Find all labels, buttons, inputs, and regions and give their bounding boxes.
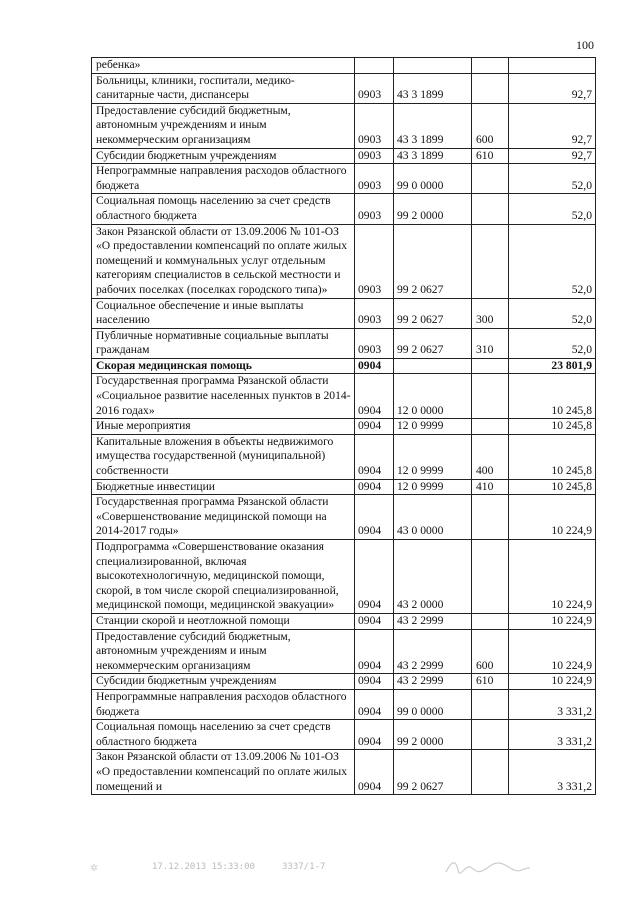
row-type-cell: 610	[472, 148, 509, 164]
table-row	[92, 674, 596, 690]
row-name-cell: Закон Рязанской области от 13.09.2006 № 101-ОЗ «О предоставлении компенсаций по оплате жилых помещений и коммунальных услуг отдельным категориям специалистов в сельской местности и рабочих поселках (поселках городского типа)»	[92, 224, 355, 298]
row-section-cell: 0903	[355, 298, 394, 328]
row-type-cell	[472, 495, 509, 540]
table-row	[92, 194, 596, 224]
row-name-cell: Непрограммные направления расходов областного бюджета	[92, 164, 355, 194]
table-row	[92, 750, 596, 795]
row-amount-cell: 10 245,8	[509, 434, 596, 479]
row-type-cell: 300	[472, 298, 509, 328]
table-row	[92, 164, 596, 194]
row-section-cell: 0904	[355, 479, 394, 495]
table-row	[92, 103, 596, 148]
table-row	[92, 58, 596, 74]
row-amount-cell: 10 245,8	[509, 419, 596, 435]
row-amount-cell: 3 331,2	[509, 720, 596, 750]
row-type-cell	[472, 419, 509, 435]
table-row	[92, 434, 596, 479]
row-type-cell	[472, 374, 509, 419]
row-name-cell: Иные мероприятия	[92, 419, 355, 435]
table-row	[92, 720, 596, 750]
row-target-cell: 43 2 2999	[394, 613, 472, 629]
row-target-cell: 43 0 0000	[394, 495, 472, 540]
table-row	[92, 148, 596, 164]
table-row	[92, 328, 596, 358]
row-name-cell: Предоставление субсидий бюджетным, автономным учреждениям и иным некоммерческим организациям	[92, 103, 355, 148]
row-target-cell: 99 2 0627	[394, 328, 472, 358]
row-section-cell: 0904	[355, 750, 394, 795]
row-amount-cell: 3 331,2	[509, 750, 596, 795]
row-name-cell: Капитальные вложения в объекты недвижимого имущества государственной (муниципальной) собственности	[92, 434, 355, 479]
row-type-cell: 400	[472, 434, 509, 479]
row-name-cell: Субсидии бюджетным учреждениям	[92, 148, 355, 164]
row-target-cell: 43 2 2999	[394, 674, 472, 690]
row-amount-cell: 23 801,9	[509, 358, 596, 374]
row-name-cell: Социальное обеспечение и иные выплаты населению	[92, 298, 355, 328]
row-amount-cell: 52,0	[509, 194, 596, 224]
table-row	[92, 479, 596, 495]
row-target-cell: 99 2 0000	[394, 720, 472, 750]
row-target-cell: 43 3 1899	[394, 148, 472, 164]
row-name-cell: Непрограммные направления расходов областного бюджета	[92, 689, 355, 719]
row-section-cell	[355, 58, 394, 74]
row-section-cell: 0903	[355, 148, 394, 164]
row-name-cell: Социальная помощь населению за счет средств областного бюджета	[92, 194, 355, 224]
row-target-cell: 99 0 0000	[394, 689, 472, 719]
row-name-cell: Подпрограмма «Совершенствование оказания специализированной, включая высокотехнологичную, медицинской помощи, скорой, в том числе скорой специализированной, медицинской помощи, медицинской эвакуации»	[92, 540, 355, 614]
row-type-cell	[472, 224, 509, 298]
row-name-cell: Бюджетные инвестиции	[92, 479, 355, 495]
row-section-cell: 0903	[355, 328, 394, 358]
row-amount-cell: 10 224,9	[509, 613, 596, 629]
row-type-cell: 600	[472, 629, 509, 674]
row-name-cell: Станции скорой и неотложной помощи	[92, 613, 355, 629]
row-name-cell: Скорая медицинская помощь	[92, 358, 355, 374]
row-amount-cell: 10 224,9	[509, 629, 596, 674]
stamp-icon: ✲	[90, 860, 98, 875]
row-target-cell: 43 2 0000	[394, 540, 472, 614]
table-row	[92, 419, 596, 435]
row-amount-cell: 10 224,9	[509, 674, 596, 690]
row-amount-cell: 92,7	[509, 73, 596, 103]
row-section-cell: 0903	[355, 224, 394, 298]
row-amount-cell: 10 245,8	[509, 479, 596, 495]
row-target-cell	[394, 358, 472, 374]
table-row	[92, 629, 596, 674]
row-section-cell: 0903	[355, 103, 394, 148]
row-amount-cell: 52,0	[509, 164, 596, 194]
row-section-cell: 0904	[355, 674, 394, 690]
row-amount-cell: 10 245,8	[509, 374, 596, 419]
table-row	[92, 613, 596, 629]
table-row	[92, 374, 596, 419]
row-target-cell: 43 3 1899	[394, 103, 472, 148]
row-type-cell	[472, 73, 509, 103]
row-type-cell	[472, 720, 509, 750]
row-amount-cell: 3 331,2	[509, 689, 596, 719]
row-name-cell: Предоставление субсидий бюджетным, автономным учреждениям и иным некоммерческим организациям	[92, 629, 355, 674]
row-section-cell: 0903	[355, 164, 394, 194]
row-amount-cell	[509, 58, 596, 74]
row-type-cell: 310	[472, 328, 509, 358]
row-type-cell	[472, 358, 509, 374]
row-amount-cell: 52,0	[509, 328, 596, 358]
row-target-cell: 12 0 0000	[394, 374, 472, 419]
row-amount-cell: 52,0	[509, 224, 596, 298]
print-timestamp: 17.12.2013 15:33:00	[152, 862, 255, 872]
row-type-cell	[472, 613, 509, 629]
row-type-cell	[472, 689, 509, 719]
row-target-cell: 12 0 9999	[394, 419, 472, 435]
table-row	[92, 358, 596, 374]
row-name-cell: Закон Рязанской области от 13.09.2006 № 101-ОЗ «О предоставлении компенсаций по оплате жилых помещений и	[92, 750, 355, 795]
row-section-cell: 0904	[355, 720, 394, 750]
page-number: 100	[576, 38, 594, 52]
row-amount-cell: 52,0	[509, 298, 596, 328]
row-name-cell: Публичные нормативные социальные выплаты гражданам	[92, 328, 355, 358]
table-row	[92, 73, 596, 103]
row-section-cell: 0904	[355, 629, 394, 674]
table-row	[92, 298, 596, 328]
table-row	[92, 224, 596, 298]
row-section-cell: 0904	[355, 358, 394, 374]
row-name-cell: Государственная программа Рязанской области «Социальное развитие населенных пунктов в 2014-2016 годах»	[92, 374, 355, 419]
document-footer	[90, 858, 560, 880]
row-target-cell: 43 2 2999	[394, 629, 472, 674]
row-target-cell: 99 2 0627	[394, 298, 472, 328]
row-type-cell: 410	[472, 479, 509, 495]
row-type-cell: 610	[472, 674, 509, 690]
row-name-cell: Больницы, клиники, госпитали, медико-санитарные части, диспансеры	[92, 73, 355, 103]
row-target-cell: 43 3 1899	[394, 73, 472, 103]
document-code: 3337/1-7	[282, 862, 326, 872]
budget-table-body	[92, 58, 596, 795]
table-row	[92, 689, 596, 719]
row-section-cell: 0903	[355, 73, 394, 103]
row-section-cell: 0904	[355, 613, 394, 629]
row-target-cell: 99 2 0627	[394, 224, 472, 298]
row-section-cell: 0904	[355, 495, 394, 540]
row-target-cell: 99 2 0000	[394, 194, 472, 224]
row-section-cell: 0903	[355, 194, 394, 224]
budget-table	[91, 57, 596, 795]
row-target-cell	[394, 58, 472, 74]
row-type-cell: 600	[472, 103, 509, 148]
row-amount-cell: 10 224,9	[509, 540, 596, 614]
row-name-cell: Государственная программа Рязанской области «Совершенствование медицинской помощи на 2014-2017 годы»	[92, 495, 355, 540]
row-target-cell: 99 0 0000	[394, 164, 472, 194]
row-section-cell: 0904	[355, 374, 394, 419]
row-section-cell: 0904	[355, 434, 394, 479]
row-type-cell	[472, 164, 509, 194]
row-type-cell	[472, 58, 509, 74]
row-type-cell	[472, 540, 509, 614]
row-name-cell: Субсидии бюджетным учреждениям	[92, 674, 355, 690]
row-amount-cell: 10 224,9	[509, 495, 596, 540]
signature-mark-icon	[442, 858, 532, 876]
row-name-cell: ребенка»	[92, 58, 355, 74]
row-type-cell	[472, 750, 509, 795]
table-row	[92, 540, 596, 614]
row-target-cell: 12 0 9999	[394, 479, 472, 495]
row-section-cell: 0904	[355, 689, 394, 719]
row-target-cell: 12 0 9999	[394, 434, 472, 479]
row-section-cell: 0904	[355, 419, 394, 435]
row-amount-cell: 92,7	[509, 103, 596, 148]
row-target-cell: 99 2 0627	[394, 750, 472, 795]
row-name-cell: Социальная помощь населению за счет средств областного бюджета	[92, 720, 355, 750]
row-amount-cell: 92,7	[509, 148, 596, 164]
row-type-cell	[472, 194, 509, 224]
row-section-cell: 0904	[355, 540, 394, 614]
table-row	[92, 495, 596, 540]
